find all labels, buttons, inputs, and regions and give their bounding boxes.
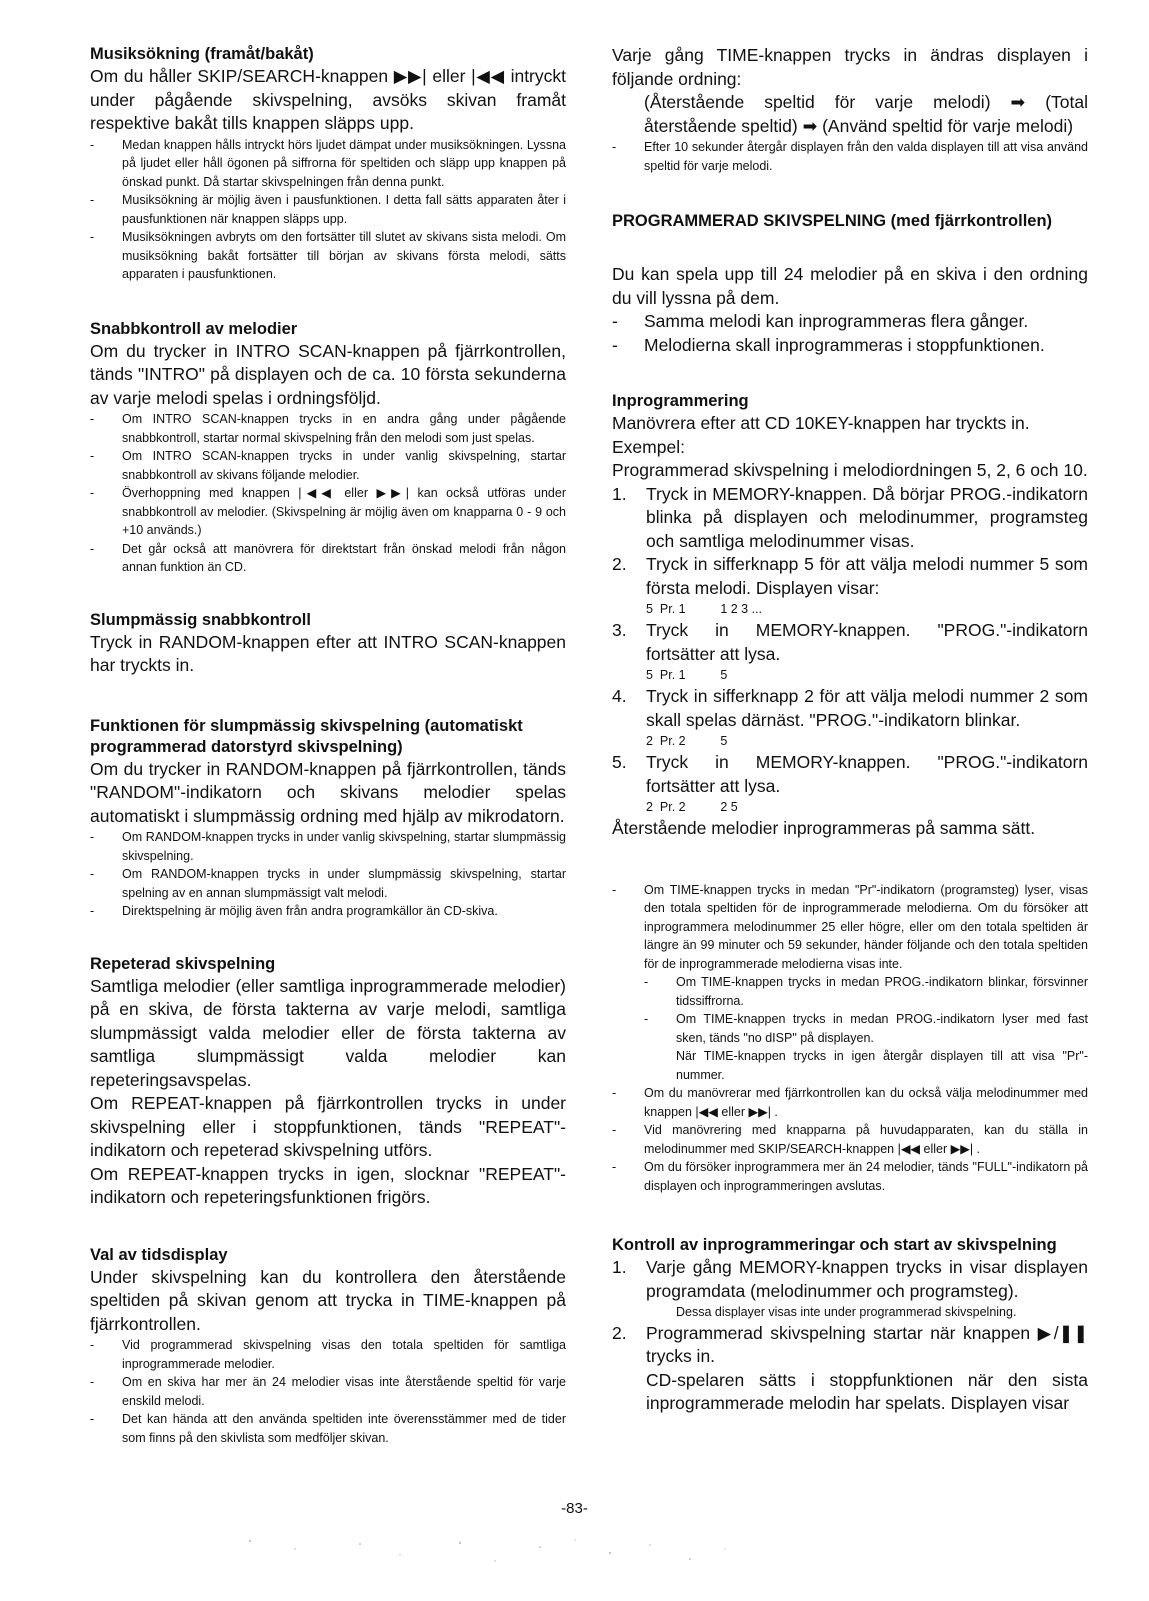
note-item: - Om RANDOM-knappen trycks in under vanlig skivspelning, startar slumpmässig skivspelning. bbox=[90, 828, 566, 865]
note-list bbox=[90, 136, 566, 284]
section-check-program bbox=[612, 1235, 1088, 1416]
step-list bbox=[612, 483, 1088, 818]
scan-noise bbox=[220, 1535, 760, 1575]
heading-music-search: Musiksökning (framåt/bakåt) bbox=[90, 45, 314, 63]
note-item: - Om TIME-knappen trycks in medan "Pr"-indikatorn (programsteg) lyser, visas den totala speltiden för de inprogrammerade melodierna. Om du försöker att inprogrammera melodinummer 25 eller högre, eller om den totala speltiden är längre än 99 minuter och 59 sekunder, händer följande och den totala speltiden för de inprogrammerade melodierna visas inte. bbox=[612, 881, 1088, 974]
step-number: 4. bbox=[612, 686, 627, 706]
paragraph: Du kan spela upp till 24 melodier på en skiva i den ordning du vill lyssna på dem. bbox=[612, 264, 1088, 308]
step-list bbox=[612, 1256, 1088, 1303]
display-readout: 2 Pr. 2 5 bbox=[646, 734, 728, 748]
step-item bbox=[612, 553, 1088, 619]
step-text: Tryck in MEMORY-knappen. "PROG."-indikatorn fortsätter att lysa. bbox=[646, 752, 1088, 796]
heading-time-display: Val av tidsdisplay bbox=[90, 1245, 228, 1264]
note-list bbox=[612, 881, 1088, 974]
paragraph: CD-spelaren sätts i stoppfunktionen när den sista inprogrammerade melodin har spelats. Displayen visar bbox=[646, 1369, 1088, 1413]
section-time-display bbox=[90, 1245, 566, 1448]
paragraph: Samtliga melodier (eller samtliga inprogrammerade melodier) på en skiva, de första takterna av varje melodi, samtliga slumpmässigt valda melodier eller de första takterna av samtliga slumpmässigt valda melodier kan repeteringsavspelas. bbox=[90, 975, 566, 1090]
paragraph: Exempel: bbox=[612, 436, 685, 457]
note-item: - Vid programmerad skivspelning visas den totala speltiden för samtliga inprogrammerade melodier. bbox=[90, 1336, 566, 1373]
section-music-search bbox=[90, 44, 566, 284]
section-programming bbox=[612, 391, 1088, 841]
note-item: - Om RANDOM-knappen trycks in under slumpmässig skivspelning, startar spelning av en annan slumpmässigt valt melodi. bbox=[90, 865, 566, 902]
step-number: 1. bbox=[612, 1257, 627, 1277]
section-random-scan bbox=[90, 610, 566, 678]
step-number: 5. bbox=[612, 752, 627, 772]
heading-random-scan: Slumpmässig snabbkontroll bbox=[90, 610, 311, 629]
note-paragraph: När TIME-knappen trycks in igen återgår displayen till att visa "Pr"-nummer. bbox=[676, 1049, 1088, 1082]
heading-random-play: Funktionen för slumpmässig skivspelning (automatiskt programmerad datorstyrd skivspelning) bbox=[90, 716, 523, 756]
heading-programming: Inprogrammering bbox=[612, 392, 749, 410]
display-order: (Återstående speltid för varje melodi) ➡ (Total återstående speltid) ➡ (Använd speltid för varje melodi) bbox=[644, 92, 1088, 136]
display-readout: 5 Pr. 1 5 bbox=[646, 668, 728, 682]
display-readout: 2 Pr. 2 2 5 bbox=[646, 800, 738, 814]
note-item: - Det går också att manövrera för direktstart från önskad melodi från någon annan funktion än CD. bbox=[90, 540, 566, 577]
section-time-order bbox=[612, 44, 1088, 175]
note-item: - Musiksökning är möjlig även i pausfunktionen. I detta fall sätts apparaten åter i pausfunktionen när knappen släpps upp. bbox=[90, 191, 566, 228]
sub-note-item: - Om TIME-knappen trycks in medan PROG.-indikatorn blinkar, försvinner tidssiffrorna. bbox=[612, 973, 1088, 1010]
step-number: 2. bbox=[612, 554, 627, 574]
note-list bbox=[90, 410, 566, 577]
paragraph: Manövrera efter att CD 10KEY-knappen har tryckts in. bbox=[612, 413, 1030, 433]
note-item: - Musiksökningen avbryts om den fortsätter till slutet av skivans sista melodi. Om musiksökning bakåt fortsätter till början av skivans första melodi, sätts apparaten i pausfunktionen. bbox=[90, 228, 566, 284]
heading-repeat: Repeterad skivspelning bbox=[90, 954, 276, 973]
display-readout: 5 Pr. 1 1 2 3 ... bbox=[646, 602, 763, 616]
paragraph: Tryck in RANDOM-knappen efter att INTRO SCAN-knappen har tryckts in. bbox=[90, 631, 566, 675]
paragraph: Om REPEAT-knappen på fjärrkontrollen trycks in under skivspelning eller i stoppfunktionen, tänds "REPEAT"-indikatorn och repeterad skivspelning utförs. bbox=[90, 1093, 566, 1160]
note-item: - Efter 10 sekunder återgår displayen från den valda displayen till att visa använd speltid för varje melodi. bbox=[612, 138, 1088, 175]
section-repeat bbox=[90, 954, 566, 1210]
note-list bbox=[90, 1336, 566, 1447]
note-list bbox=[612, 1084, 1088, 1195]
step-text: Tryck in sifferknapp 5 för att välja melodi nummer 5 som första melodi. Displayen visar: bbox=[646, 554, 1088, 598]
paragraph: Om du trycker in INTRO SCAN-knappen på fjärrkontrollen, tänds "INTRO" på displayen och de ca. 10 första sekunderna av varje melodi spelas i ordningsföljd. bbox=[90, 340, 566, 408]
note-item: - Medan knappen hålls intryckt hörs ljudet dämpat under musiksökningen. Lyssna på ljudet eller håll ögonen på siffrorna för speltiden och släpp upp knappen på önskad punkt. Då startar skivspelningen från denna punkt. bbox=[90, 136, 566, 192]
note-paragraph: Dessa displayer visas inte under programmerad skivspelning. bbox=[676, 1305, 1017, 1319]
note-list bbox=[612, 138, 1088, 175]
note-item: - Om du manövrerar med fjärrkontrollen kan du också välja melodinummer med knappen |◀◀ eller ▶▶| . bbox=[612, 1084, 1088, 1121]
paragraph: Varje gång TIME-knappen trycks in ändras displayen i följande ordning: bbox=[612, 45, 1088, 89]
list-item: - Melodierna skall inprogrammeras i stoppfunktionen. bbox=[612, 334, 1088, 358]
section-programmed-play bbox=[612, 211, 1088, 357]
step-list bbox=[612, 1322, 1088, 1369]
left-column bbox=[90, 44, 566, 1447]
section-program-notes bbox=[612, 881, 1088, 1196]
paragraph: Om REPEAT-knappen trycks in igen, slocknar "REPEAT"-indikatorn och repeteringsfunktionen frigörs. bbox=[90, 1163, 566, 1207]
note-item: - Om INTRO SCAN-knappen trycks in en andra gång under pågående snabbkontroll, startar normal skivspelning från den melodi som just spelas. bbox=[90, 410, 566, 447]
step-text: Tryck in MEMORY-knappen. "PROG."-indikatorn fortsätter att lysa. bbox=[646, 620, 1088, 664]
note-item: - Direktspelning är möjlig även från andra programkällor än CD-skiva. bbox=[90, 902, 566, 921]
sub-note-item: - Om TIME-knappen trycks in medan PROG.-indikatorn lyser med fast sken, tänds "no dISP" på displayen. bbox=[612, 1010, 1088, 1047]
step-item bbox=[612, 619, 1088, 685]
step-item bbox=[612, 751, 1088, 817]
heading-programmed-play: PROGRAMMERAD SKIVSPELNING (med fjärrkontrollen) bbox=[612, 212, 1053, 230]
paragraph: Återstående melodier inprogrammeras på samma sätt. bbox=[612, 818, 1036, 838]
step-number: 3. bbox=[612, 620, 627, 640]
step-text: Tryck in MEMORY-knappen. Då börjar PROG.-indikatorn blinka på displayen och melodinummer, programsteg och samtliga melodinummer visas. bbox=[646, 483, 1088, 551]
heading-check-program: Kontroll av inprogrammeringar och start av skivspelning bbox=[612, 1236, 1057, 1254]
step-number: 2. bbox=[612, 1322, 627, 1343]
step-item bbox=[612, 483, 1088, 554]
step-item bbox=[612, 1322, 1088, 1369]
item-list bbox=[612, 310, 1088, 357]
heading-intro-scan: Snabbkontroll av melodier bbox=[90, 319, 298, 338]
sub-note-list bbox=[612, 973, 1088, 1047]
note-item: - Vid manövrering med knapparna på huvudapparaten, kan du ställa in melodinummer med SKIP/SEARCH-knappen |◀◀ eller ▶▶| . bbox=[612, 1121, 1088, 1158]
paragraph: Om du trycker in RANDOM-knappen på fjärrkontrollen, tänds "RANDOM"-indikatorn och skivans melodier spelas automatiskt i slumpmässig ordning med hjälp av mikrodatorn. bbox=[90, 758, 566, 826]
step-text: Varje gång MEMORY-knappen trycks in visar displayen programdata (melodinummer och programsteg). bbox=[646, 1257, 1088, 1301]
note-item: - Det kan hända att den använda speltiden inte överensstämmer med de tider som finns på den skivlista som medföljer skivan. bbox=[90, 1410, 566, 1447]
step-text: Programmerad skivspelning startar när knappen ▶/❚❚ trycks in. bbox=[646, 1322, 1088, 1366]
page-number: -83- bbox=[561, 1500, 588, 1517]
note-item: - Om en skiva har mer än 24 melodier visas inte återstående speltid för varje enskild melodi. bbox=[90, 1373, 566, 1410]
right-column bbox=[612, 44, 1088, 1416]
note-item: - Överhoppning med knappen |◀◀ eller ▶▶| kan också utföras under snabbkontroll av melodier. (Skivspelning är möjlig även om knapparna 0 - 9 och +10 används.) bbox=[90, 484, 566, 540]
paragraph: Programmerad skivspelning i melodiordningen 5, 2, 6 och 10. bbox=[612, 460, 1088, 480]
section-random-play bbox=[90, 716, 566, 921]
step-item bbox=[612, 685, 1088, 751]
note-item: - Om du försöker inprogrammera mer än 24 melodier, tänds "FULL"-indikatorn på displayen och inprogrammeringen avslutas. bbox=[612, 1158, 1088, 1195]
note-item: - Om INTRO SCAN-knappen trycks in under vanlig skivspelning, startar snabbkontroll av skivans följande melodier. bbox=[90, 447, 566, 484]
paragraph: Om du håller SKIP/SEARCH-knappen ▶▶| eller |◀◀ intryckt under pågående skivspelning, avsöks skivan framåt respektive bakåt tills knappen släpps upp. bbox=[90, 66, 566, 133]
section-intro-scan bbox=[90, 319, 566, 577]
paragraph: Under skivspelning kan du kontrollera den återstående speltiden på skivan genom att trycka in TIME-knappen på fjärrkontrollen. bbox=[90, 1266, 566, 1334]
step-item bbox=[612, 1256, 1088, 1303]
list-item: - Samma melodi kan inprogrammeras flera gånger. bbox=[612, 310, 1088, 334]
step-text: Tryck in sifferknapp 2 för att välja melodi nummer 2 som skall spelas därnäst. "PROG."-indikatorn blinkar. bbox=[646, 686, 1088, 730]
step-number: 1. bbox=[612, 483, 627, 504]
note-list bbox=[90, 828, 566, 921]
